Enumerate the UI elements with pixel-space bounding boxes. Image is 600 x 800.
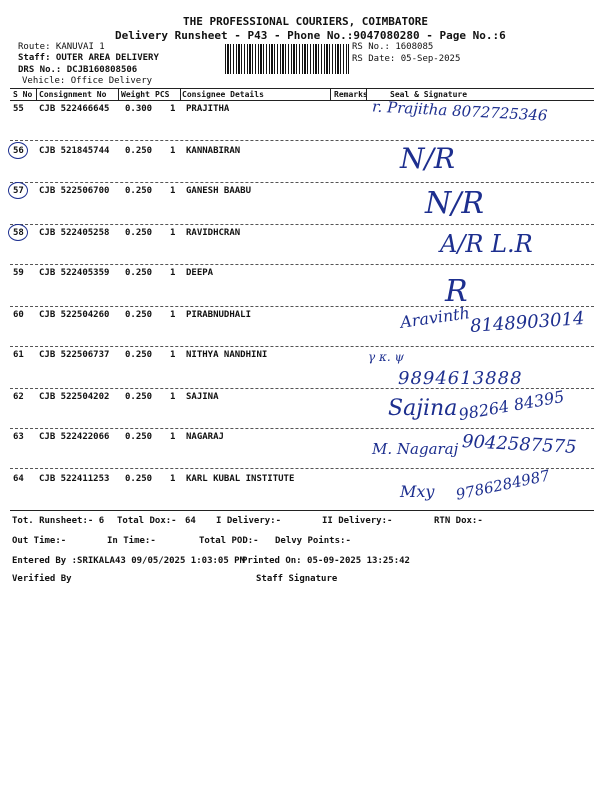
row-consignment: CJB 522504260 xyxy=(39,310,110,320)
row-pcs: 1 xyxy=(170,104,176,114)
row-sno: 57 xyxy=(13,186,24,196)
i-delivery-label: I Delivery:- xyxy=(216,516,282,526)
total-dox-value: 64 xyxy=(185,516,196,526)
handwritten-phone: 98264 84395 xyxy=(457,386,566,425)
row-consignee: PRAJITHA xyxy=(186,104,230,114)
verified-by: Verified By xyxy=(12,574,72,584)
row-consignee: KANNABIRAN xyxy=(186,146,241,156)
table-row xyxy=(0,186,600,200)
row-weight: 0.250 xyxy=(125,146,153,156)
row-divider xyxy=(10,306,594,307)
handwritten-signature-scribble: γ κ. ψ xyxy=(368,350,404,364)
row-sno: 56 xyxy=(13,146,24,156)
table-row xyxy=(0,146,600,160)
row-weight: 0.300 xyxy=(125,104,153,114)
ii-delivery-label: II Delivery:- xyxy=(322,516,393,526)
handwritten-phone: 9786284987 xyxy=(454,466,552,504)
row-weight: 0.250 xyxy=(125,268,153,278)
col-sep xyxy=(366,88,367,100)
row-consignment: CJB 522422066 xyxy=(39,432,110,442)
row-consignee: SAJINA xyxy=(186,392,219,402)
row-consignee: NAGARAJ xyxy=(186,432,224,442)
row-divider xyxy=(10,224,594,225)
row-consignment: CJB 522466645 xyxy=(39,104,110,114)
row-weight: 0.250 xyxy=(125,228,153,238)
row-consignment: CJB 522405359 xyxy=(39,268,110,278)
row-divider xyxy=(10,264,594,265)
row-pcs: 1 xyxy=(170,474,176,484)
row-weight: 0.250 xyxy=(125,432,153,442)
rs-no-label: RS No.: 1608085 xyxy=(352,42,434,52)
pen-circle-mark xyxy=(8,224,28,241)
handwritten-remark: N/R xyxy=(425,186,484,221)
row-pcs: 1 xyxy=(170,186,176,196)
row-pcs: 1 xyxy=(170,432,176,442)
col-sep xyxy=(36,88,37,100)
col-weight: Weight xyxy=(121,90,150,99)
row-pcs: 1 xyxy=(170,392,176,402)
table-header-rule xyxy=(10,100,594,101)
printed-on: Printed On: 05-09-2025 13:25:42 xyxy=(242,556,410,566)
total-pod-label: Total POD:- xyxy=(199,536,259,546)
entered-by: Entered By :SRIKALA43 09/05/2025 1:03:05 PM xyxy=(12,556,245,566)
handwritten-signature-scribble: Mxy xyxy=(400,482,435,501)
company-title: THE PROFESSIONAL COURIERS, COIMBATORE xyxy=(183,15,429,28)
vehicle-label: Vehicle: Office Delivery xyxy=(22,76,153,86)
col-pcs: PCS xyxy=(155,90,170,99)
row-divider xyxy=(10,182,594,183)
row-divider xyxy=(10,346,594,347)
row-weight: 0.250 xyxy=(125,474,153,484)
handwritten-signature-scribble: Sajina xyxy=(388,396,458,421)
row-sno: 59 xyxy=(13,268,24,278)
row-consignee: DEEPA xyxy=(186,268,214,278)
route-label: Route: KANUVAI 1 xyxy=(18,42,105,52)
row-divider xyxy=(10,468,594,469)
row-weight: 0.250 xyxy=(125,310,153,320)
handwritten-phone: 9042587575 xyxy=(461,431,578,458)
runsheet-subtitle: Delivery Runsheet - P43 - Phone No.:9047080280 - Page No.:6 xyxy=(115,29,506,42)
row-consignment: CJB 522405258 xyxy=(39,228,110,238)
row-pcs: 1 xyxy=(170,228,176,238)
delvy-points-label: Delvy Points:- xyxy=(275,536,351,546)
row-consignee: RAVIDHCRAN xyxy=(186,228,241,238)
row-sno: 60 xyxy=(13,310,24,320)
row-consignment: CJB 522506700 xyxy=(39,186,110,196)
staff-signature: Staff Signature xyxy=(256,574,338,584)
col-sno: S No xyxy=(13,90,33,99)
row-pcs: 1 xyxy=(170,268,176,278)
staff-label: Staff: OUTER AREA DELIVERY xyxy=(18,53,159,63)
out-time-label: Out Time:- xyxy=(12,536,67,546)
pen-circle-mark xyxy=(8,142,28,159)
pen-circle-mark xyxy=(8,182,28,199)
handwritten-signature-scribble: M. Nagaraj xyxy=(372,440,459,458)
row-sno: 63 xyxy=(13,432,24,442)
table-row xyxy=(0,350,600,364)
row-pcs: 1 xyxy=(170,146,176,156)
row-consignment: CJB 521845744 xyxy=(39,146,110,156)
row-sno: 55 xyxy=(13,104,24,114)
col-remarks: Remarks xyxy=(334,90,368,99)
table-bottom-rule xyxy=(10,510,594,511)
row-consignee: KARL KUBAL INSTITUTE xyxy=(186,474,295,484)
row-divider xyxy=(10,428,594,429)
in-time-label: In Time:- xyxy=(107,536,156,546)
row-consignee: NITHYA NANDHINI xyxy=(186,350,268,360)
barcode-image xyxy=(225,44,349,74)
total-dox-label: Total Dox:- xyxy=(117,516,177,526)
row-consignee: PIRABNUDHALI xyxy=(186,310,252,320)
row-consignee: GANESH BAABU xyxy=(186,186,252,196)
handwritten-signature: r. Prajitha 8072725346 xyxy=(371,97,548,125)
row-sno: 64 xyxy=(13,474,24,484)
row-consignment: CJB 522506737 xyxy=(39,350,110,360)
table-top-rule xyxy=(10,88,594,89)
col-sep xyxy=(330,88,331,100)
col-sep xyxy=(118,88,119,100)
handwritten-phone: 9894613888 xyxy=(398,368,523,389)
row-sno: 58 xyxy=(13,228,24,238)
row-sno: 61 xyxy=(13,350,24,360)
row-pcs: 1 xyxy=(170,350,176,360)
handwritten-remark: A/R L.R xyxy=(440,230,533,258)
rs-date-label: RS Date: 05-Sep-2025 xyxy=(352,54,461,64)
col-consignee: Consignee Details xyxy=(182,90,264,99)
row-weight: 0.250 xyxy=(125,350,153,360)
table-row xyxy=(0,268,600,282)
row-divider xyxy=(10,140,594,141)
row-pcs: 1 xyxy=(170,310,176,320)
drs-label: DRS No.: DCJB160808506 xyxy=(18,65,138,75)
handwritten-remark: N/R xyxy=(400,142,456,175)
row-weight: 0.250 xyxy=(125,186,153,196)
col-sep xyxy=(180,88,181,100)
handwritten-remark: R xyxy=(445,274,468,309)
row-consignment: CJB 522411253 xyxy=(39,474,110,484)
row-consignment: CJB 522504202 xyxy=(39,392,110,402)
col-seal: Seal & Signature xyxy=(390,90,468,99)
col-consignment: Consignment No xyxy=(39,90,107,99)
row-weight: 0.250 xyxy=(125,392,153,402)
handwritten-signature-scribble: Aravinth xyxy=(399,303,471,332)
rtn-dox-label: RTN Dox:- xyxy=(434,516,483,526)
row-sno: 62 xyxy=(13,392,24,402)
tot-runsheet: Tot. Runsheet:- 6 xyxy=(12,516,105,526)
handwritten-phone: 8148903014 xyxy=(469,308,586,337)
